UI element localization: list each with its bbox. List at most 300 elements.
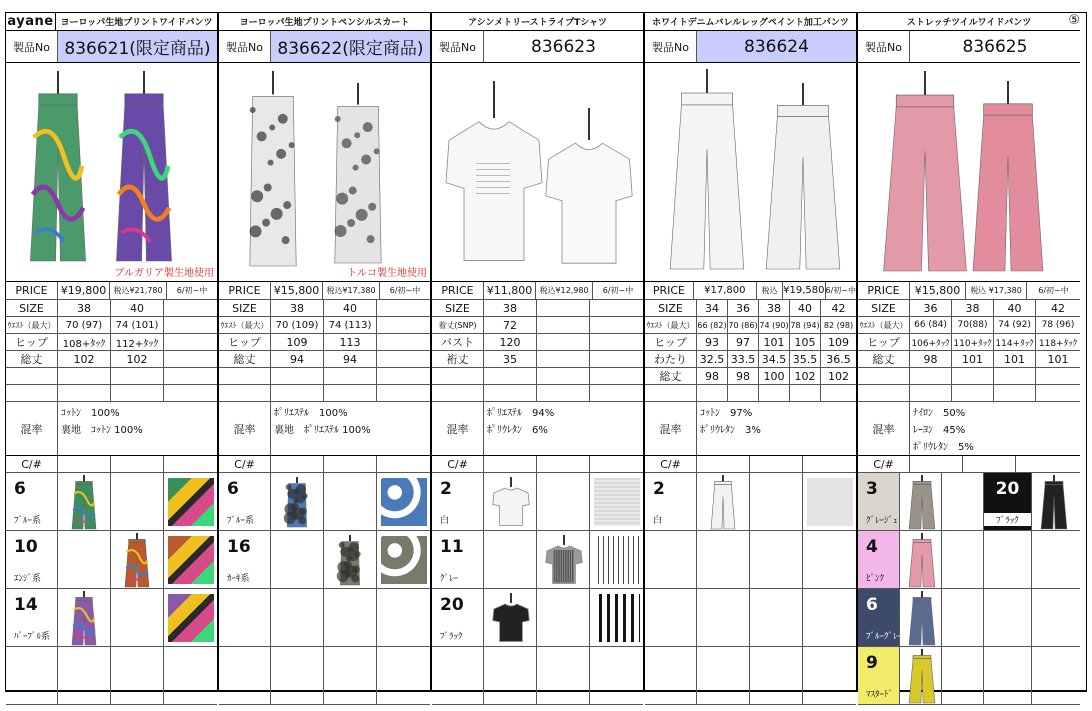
color-code-cell [432,589,484,646]
size-label: SIZE [6,300,58,316]
measure-2-label: ヒップ [6,334,58,350]
fabric-swatch-sample [594,478,640,526]
twill-photo-front [880,71,970,271]
delivery-date: 6/初~中 [602,286,634,295]
color-thumbnail [900,647,942,704]
size-value [377,300,430,316]
empty-cell [271,456,324,472]
empty-cell [750,456,803,472]
product-column-3 [432,13,645,690]
empty-cell [271,385,324,401]
measure-3-value: 36.5 [826,352,851,366]
measure-2-value: 93 [697,334,728,350]
empty-cell [910,456,963,472]
fabric-swatch-sample [168,478,214,526]
measure-4-value: 102 [828,369,849,383]
mix-label: 混率 [219,402,271,455]
price-label: PRICE [858,282,910,299]
shirt-print-graphic [476,158,510,194]
fabric-swatch [803,647,856,704]
fabric-swatch-sample [168,594,214,642]
product-no-label: 製品No [645,31,697,62]
color-thumbnail [750,647,803,704]
color-thumbnail-garment [338,535,362,585]
empty-cell [942,589,984,646]
color-name: ﾊﾟｰﾌﾟﾙ系 [14,632,51,642]
measure-2-value: 110+ﾀｯｸ [952,334,994,350]
cnum-label: C/# [858,456,910,472]
pants-photo-front [28,71,88,261]
color-code-cell [6,473,58,530]
color-thumbnail [484,473,537,530]
measure-2-label: ヒップ [858,334,910,350]
empty-cell [942,473,984,530]
empty-cell [803,456,856,472]
product-no-label: 製品No [219,31,271,62]
product-no-label: 製品No [6,31,58,62]
color-name: ﾋﾟﾝｸ [866,574,885,584]
empty-cell [942,647,984,704]
empty-cell [963,456,1016,472]
product-column-4 [645,13,858,690]
color-code-cell [219,589,271,646]
product-no: 836623 [531,36,596,57]
color-thumbnail [58,589,111,646]
measure-3-value [377,351,430,367]
size-value: 38 [759,300,790,316]
color-name: ﾌﾞﾗｯｸ [984,513,1031,526]
color-thumbnail [58,531,111,588]
empty-cell [484,456,537,472]
measure-1-value: 74 (92) [994,317,1036,333]
measure-1-label: 着丈(SNP) [432,317,484,333]
measure-1-label: ｳｴｽﾄ（最大） [645,317,697,333]
measure-2-value [590,334,643,350]
color-number: 10 [14,537,38,557]
size-value: 36 [910,300,952,316]
price-label: PRICE [6,282,58,299]
product-photo [645,63,856,282]
empty-cell [910,368,952,384]
color-thumbnail [111,589,164,646]
color-code-cell [219,647,271,704]
measure-3-value: 94 [324,351,377,367]
price-value: ¥11,800 [484,282,536,299]
color-thumbnail [697,473,750,530]
color-code-cell [645,531,697,588]
fabric-swatch-sample [168,536,214,584]
empty-cell [377,456,430,472]
product-no: 836622(限定商品) [271,31,430,62]
color-name: ﾌﾞﾙｰ系 [227,516,255,526]
empty-cell [537,385,590,401]
fabric-origin-note: トルコ製生地使用 [347,268,427,279]
color-thumbnail-garment [492,593,530,643]
measure-4-value: 98 [697,368,728,384]
measure-2-value: 108+ﾀｯｸ [58,334,111,350]
empty-cell [164,456,217,472]
fabric-swatch [590,473,643,530]
measure-3-label: 裄丈 [432,351,484,367]
color-number: 14 [14,595,38,615]
empty-cell [697,456,750,472]
tax-price: 税込¥17,380 [323,282,380,299]
material-composition [58,402,217,455]
measure-1-label: ｳｴｽﾄ（最大） [858,317,910,333]
measure-1-value: 78 (96) [1041,320,1075,330]
color-thumbnail [750,589,803,646]
size-value [590,300,643,316]
empty-label [858,385,910,401]
price-value: ¥15,800 [271,282,323,299]
color-code-cell [219,531,271,588]
fabric-swatch [590,531,643,588]
color-thumbnail [900,473,942,530]
measure-2-value: 120 [484,334,537,350]
color-name: ｶｰｷ系 [227,574,250,584]
mix-label: 混率 [6,402,58,455]
empty-cell [324,368,377,384]
empty-cell [952,368,994,384]
material-composition [910,402,1080,455]
color-thumbnail [1032,589,1080,646]
empty-cell [58,368,111,384]
measure-1-value: 82 (98) [823,320,854,330]
fabric-swatch-sample [594,536,640,584]
measure-3-label: 総丈 [858,351,910,367]
cnum-label: C/# [6,456,58,472]
color-thumbnail [484,589,537,646]
measure-3-value: 102 [111,351,164,367]
empty-label [432,368,484,384]
color-number: 20 [440,595,464,615]
size-value: 40 [994,300,1036,316]
product-sheet [5,12,1087,700]
product-no: 836624 [697,31,856,62]
size-value: 40 [324,300,377,316]
color-number: 16 [227,537,251,557]
fabric-swatch [164,531,217,588]
denim-photo-back [763,83,843,269]
size-value: 40 [790,300,821,316]
color-number: 4 [866,537,878,557]
price-value: ¥17,800 [694,282,757,299]
measure-1-value: 70(88) [952,317,994,333]
color-thumbnail-garment [545,535,583,585]
measure-2-value: 101 [759,334,790,350]
color-code-cell [645,589,697,646]
color-number: 20 [995,479,1020,499]
tax-price: ¥19,580 [783,282,825,299]
measure-3-value [164,351,217,367]
empty-cell [484,385,537,401]
measure-3-label: 総丈 [219,351,271,367]
measure-2-value [377,334,430,350]
fabric-swatch [377,531,430,588]
delivery-date: 6/初~中 [389,286,421,295]
color-thumbnail [324,473,377,530]
material-composition [484,402,643,455]
empty-label [645,385,697,401]
color-code-cell [858,647,900,704]
cnum-label: C/# [219,456,271,472]
empty-cell [590,456,643,472]
measure-2-value: 109 [828,335,849,349]
empty-cell [942,531,984,588]
product-photo [6,63,217,282]
color-code-cell [984,589,1032,646]
color-thumbnail [324,589,377,646]
color-code-cell [984,531,1032,588]
color-code-cell [645,473,697,530]
empty-cell [697,385,728,401]
material-line: ｺｯﾄﾝ 97% [700,408,753,419]
measure-1-value: 70 (109) [271,317,324,333]
product-no-label: 製品No [432,31,484,62]
fabric-swatch [377,647,430,704]
measure-1-value [590,317,643,333]
measure-2-value: 118+ﾀｯｸ [1038,338,1078,349]
color-code-cell [984,473,1032,530]
color-code-cell [858,473,900,530]
color-number: 2 [653,479,665,499]
cnum-label: C/# [645,456,697,472]
empty-cell [537,456,590,472]
size-value: 36 [728,300,759,316]
delivery-date: 6/初~中 [1038,286,1069,295]
price-label: PRICE [645,282,694,299]
color-thumbnail [484,647,537,704]
product-title: ストレッチツイルワイドパンツ [906,18,1032,28]
color-name: ｸﾞﾚｰｼﾞｭ [866,516,898,526]
size-label: SIZE [858,300,910,316]
color-thumbnail-garment [285,477,309,527]
mix-label: 混率 [432,402,484,455]
material-line: 裏地 ﾎﾟﾘｴｽﾃﾙ 100% [274,425,371,436]
tax-price: 税込¥21,780 [110,282,167,299]
color-thumbnail [1032,647,1080,704]
color-code-cell [984,647,1032,704]
measure-2-value [164,334,217,350]
fabric-swatch-sample [381,478,427,526]
product-title: ヨーロッパ生地プリントワイドパンツ [60,18,213,28]
fabric-swatch [803,589,856,646]
measure-1-value: 74 (101) [111,317,164,333]
color-name: ﾌﾞﾙｰｸﾞﾚｰ [866,632,903,642]
measure-2-value: 112+ﾀｯｸ [111,334,164,350]
material-line: ﾎﾟﾘｴｽﾃﾙ 100% [274,408,348,419]
empty-label [6,385,58,401]
color-thumbnail [697,589,750,646]
empty-label [219,368,271,384]
mix-label: 混率 [645,402,697,455]
color-thumbnail [1032,531,1080,588]
material-line: ﾎﾟﾘｳﾚﾀﾝ 5% [913,442,974,453]
fabric-swatch [377,473,430,530]
material-line: 裏地 ｺｯﾄﾝ 100% [61,425,143,436]
empty-cell [58,385,111,401]
color-code-cell [219,473,271,530]
measure-3-value: 94 [271,351,324,367]
product-title: ホワイトデニムバレルレッグペイント加工パンツ [652,18,849,28]
color-thumbnail [271,647,324,704]
color-thumbnail [537,647,590,704]
delivery-date: 6/初~中 [825,286,856,295]
empty-cell [994,368,1036,384]
empty-label [219,385,271,401]
color-thumbnail [1032,473,1080,530]
material-line: ﾅｲﾛﾝ 50% [913,408,966,419]
fabric-swatch [377,589,430,646]
fabric-swatch [164,473,217,530]
measure-1-value [537,317,590,333]
color-thumbnail [537,473,590,530]
color-thumbnail [271,589,324,646]
measure-3-value: 98 [910,351,952,367]
fabric-swatch [164,647,217,704]
measure-4-value: 102 [790,368,821,384]
empty-cell [271,368,324,384]
color-name: 白 [440,516,450,526]
size-value [164,300,217,316]
measure-4-label: 総丈 [645,368,697,384]
measure-2-value: 113 [324,334,377,350]
measure-3-value: 101 [952,351,994,367]
color-thumbnail-garment [710,475,736,529]
empty-cell [324,385,377,401]
color-thumbnail [324,647,377,704]
color-code-cell [858,589,903,646]
color-code-cell [6,647,58,704]
color-thumbnail [750,531,803,588]
measure-2-value: 114+ﾀｯｸ [994,334,1036,350]
fabric-swatch [803,473,856,530]
measure-3-value: 32.5 [697,351,728,367]
color-code-cell [6,589,58,646]
measure-2-value: 97 [728,334,759,350]
color-thumbnail-garment [492,477,530,527]
size-value: 42 [1051,301,1065,315]
fabric-swatch [164,589,217,646]
mix-label: 混率 [858,402,910,455]
empty-label [858,368,910,384]
empty-cell [590,368,643,384]
product-title: アシンメトリーストライプTシャツ [467,18,608,28]
empty-cell [111,456,164,472]
measure-1-label: ｳｴｽﾄ（最大） [219,317,271,333]
color-thumbnail [271,531,324,588]
color-thumbnail [900,589,942,646]
material-line: ﾎﾟﾘｳﾚﾀﾝ 3% [700,425,761,436]
size-label: SIZE [219,300,271,316]
empty-cell [111,385,164,401]
measure-1-value: 78 (94) [790,317,821,333]
measure-3-value: 102 [58,351,111,367]
fabric-swatch [590,647,643,704]
empty-cell [910,385,952,401]
size-value: 38 [952,300,994,316]
color-code-cell [858,531,900,588]
color-thumbnail-garment [71,591,97,645]
measure-2-label: バスト [432,334,484,350]
fabric-swatch-sample [594,594,640,642]
empty-cell [377,368,430,384]
measure-2-value [537,334,590,350]
tshirt-photo-back [544,108,634,268]
color-number: 9 [866,653,878,673]
price-value: ¥15,800 [910,282,966,299]
measure-1-value: 66 (82) [697,317,728,333]
empty-cell [377,385,430,401]
color-name: ﾌﾞﾙｰ系 [14,516,42,526]
measure-3-label: わたり [645,351,697,367]
product-photo [858,63,1080,282]
color-number: 2 [440,479,452,499]
price-value: ¥19,800 [58,282,110,299]
color-thumbnail [484,531,537,588]
measure-3-value: 101 [994,351,1036,367]
color-name: ﾌﾞﾗｯｸ [440,632,463,642]
color-thumbnail-garment [124,533,150,587]
color-thumbnail [750,473,803,530]
empty-cell [821,385,856,401]
measure-1-value: 74 (113) [324,317,377,333]
color-number: 6 [866,595,878,615]
product-no: 836625 [962,36,1028,57]
color-thumbnail-garment [908,533,936,587]
fabric-swatch-sample [381,536,427,584]
empty-cell [164,368,217,384]
empty-label [432,385,484,401]
color-thumbnail [537,531,590,588]
material-composition [271,402,430,455]
color-thumbnail-garment [908,591,936,645]
color-code-cell [432,473,484,530]
measure-1-value: 66 (84) [910,317,952,333]
color-thumbnail-garment [1040,475,1068,529]
color-number: 11 [440,537,464,557]
measure-1-value: 74 (90) [759,317,790,333]
tax-price: 税込¥12,980 [536,282,593,299]
empty-cell [1036,368,1080,384]
size-value [537,300,590,316]
page-marker: ⑤ [1068,13,1080,28]
measure-3-value: 33.5 [728,351,759,367]
color-code-cell [432,531,484,588]
color-code-cell [6,531,58,588]
color-thumbnail-garment [908,475,936,529]
brand-logo: ayane [6,13,56,30]
color-code-cell [645,647,697,704]
color-number: 6 [227,479,239,499]
color-name: ｴﾝｼﾞ系 [14,574,42,584]
color-thumbnail [900,531,942,588]
cnum-label: C/# [432,456,484,472]
measure-1-label: ｳｴｽﾄ（最大） [6,317,58,333]
empty-cell [728,385,759,401]
material-composition [697,402,856,455]
color-thumbnail [324,531,377,588]
measure-3-label: 総丈 [6,351,58,367]
color-thumbnail [537,589,590,646]
price-label: PRICE [219,282,271,299]
empty-cell [590,385,643,401]
measure-1-value [377,317,430,333]
empty-cell [1036,385,1080,401]
size-value: 38 [58,300,111,316]
material-line: ﾎﾟﾘｴｽﾃﾙ 94% [487,408,555,419]
measure-3-value [537,351,590,367]
